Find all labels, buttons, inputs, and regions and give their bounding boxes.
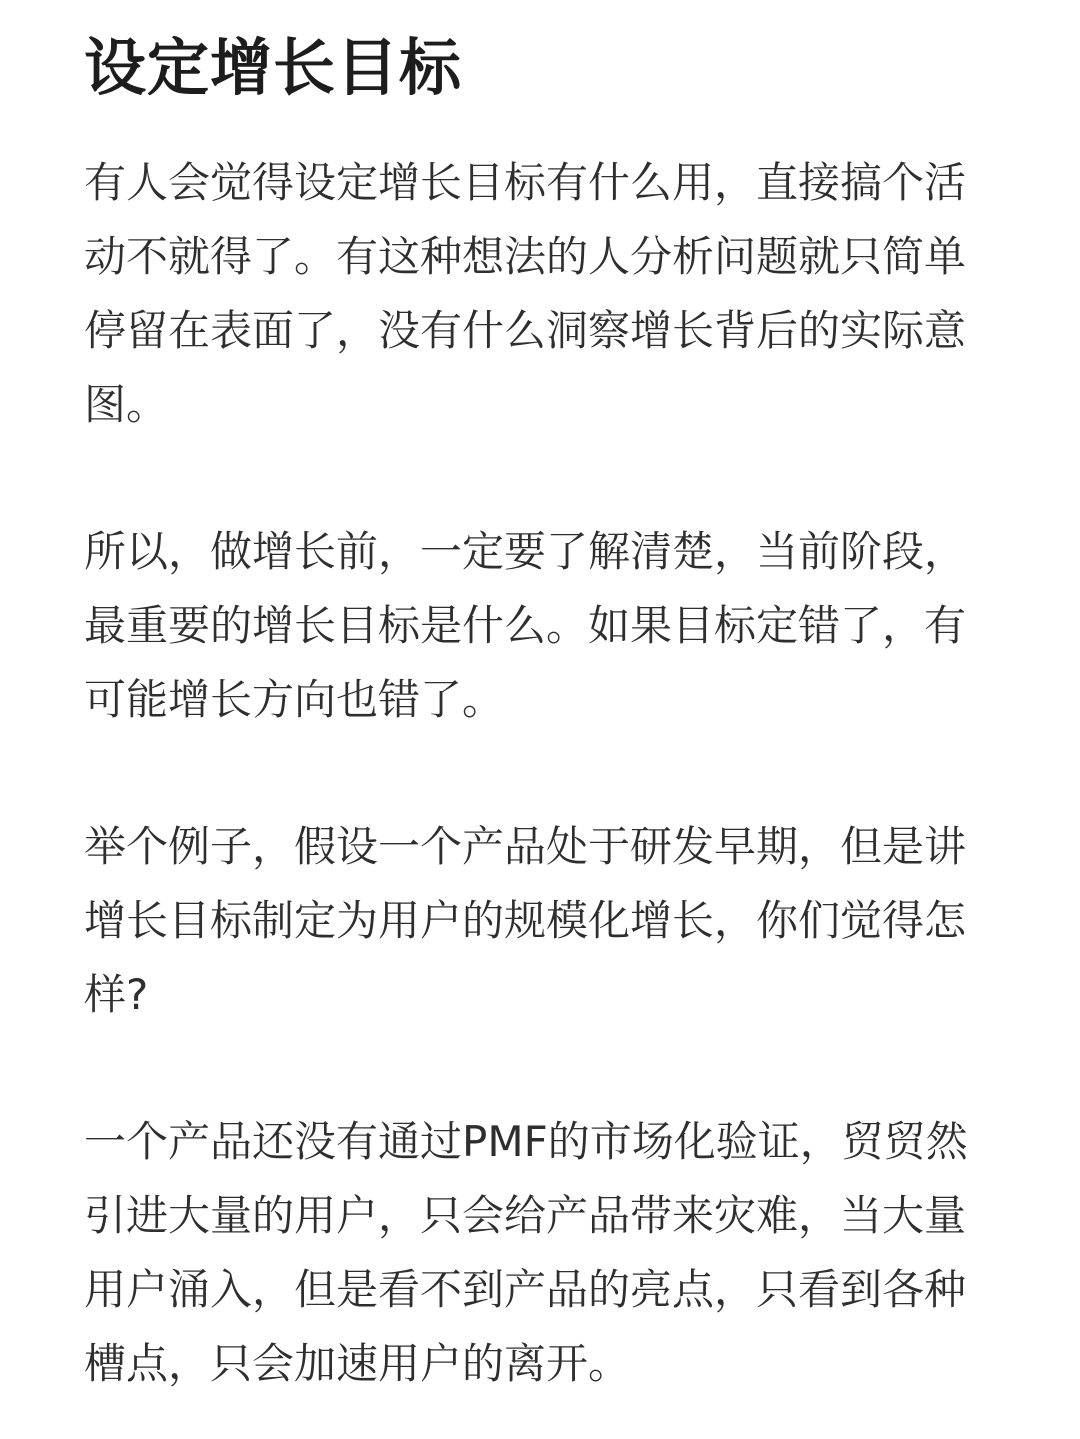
paragraph-1 (84, 146, 999, 442)
paragraph-line: 停留在表面了，没有什么洞察增长背后的实际意 (84, 306, 967, 355)
paragraph-line: 可能增长方向也错了。 (84, 675, 505, 724)
article-title: 设定增长目标 (84, 31, 463, 104)
paragraph-line: 槽点，只会加速用户的离开。 (84, 1339, 631, 1388)
paragraph-line: 增长目标制定为用户的规模化增长，你们觉得怎 (84, 896, 967, 945)
paragraph-line: 用户涌入，但是看不到产品的亮点，只看到各种 (84, 1265, 967, 1314)
paragraph-line: 有人会觉得设定增长目标有什么用，直接搞个活 (84, 158, 967, 207)
paragraph-3 (84, 810, 999, 1032)
paragraph-line: 所以，做增长前，一定要了解清楚，当前阶段， (84, 527, 967, 576)
paragraph-line: 一个产品还没有通过PMF的市场化验证，贸贸然 (84, 1117, 968, 1166)
paragraph-line: 图。 (84, 380, 169, 429)
paragraph-line: 动不就得了。有这种想法的人分析问题就只简单 (84, 232, 967, 281)
paragraph-line: 引进大量的用户，只会给产品带来灾难，当大量 (84, 1191, 967, 1240)
paragraph-2 (84, 515, 999, 737)
paragraph-line: 举个例子，假设一个产品处于研发早期，但是讲 (84, 822, 967, 871)
paragraph-line: 最重要的增长目标是什么。如果目标定错了，有 (84, 601, 967, 650)
paragraph-line: 样? (84, 970, 149, 1019)
paragraph-4 (84, 1105, 999, 1401)
